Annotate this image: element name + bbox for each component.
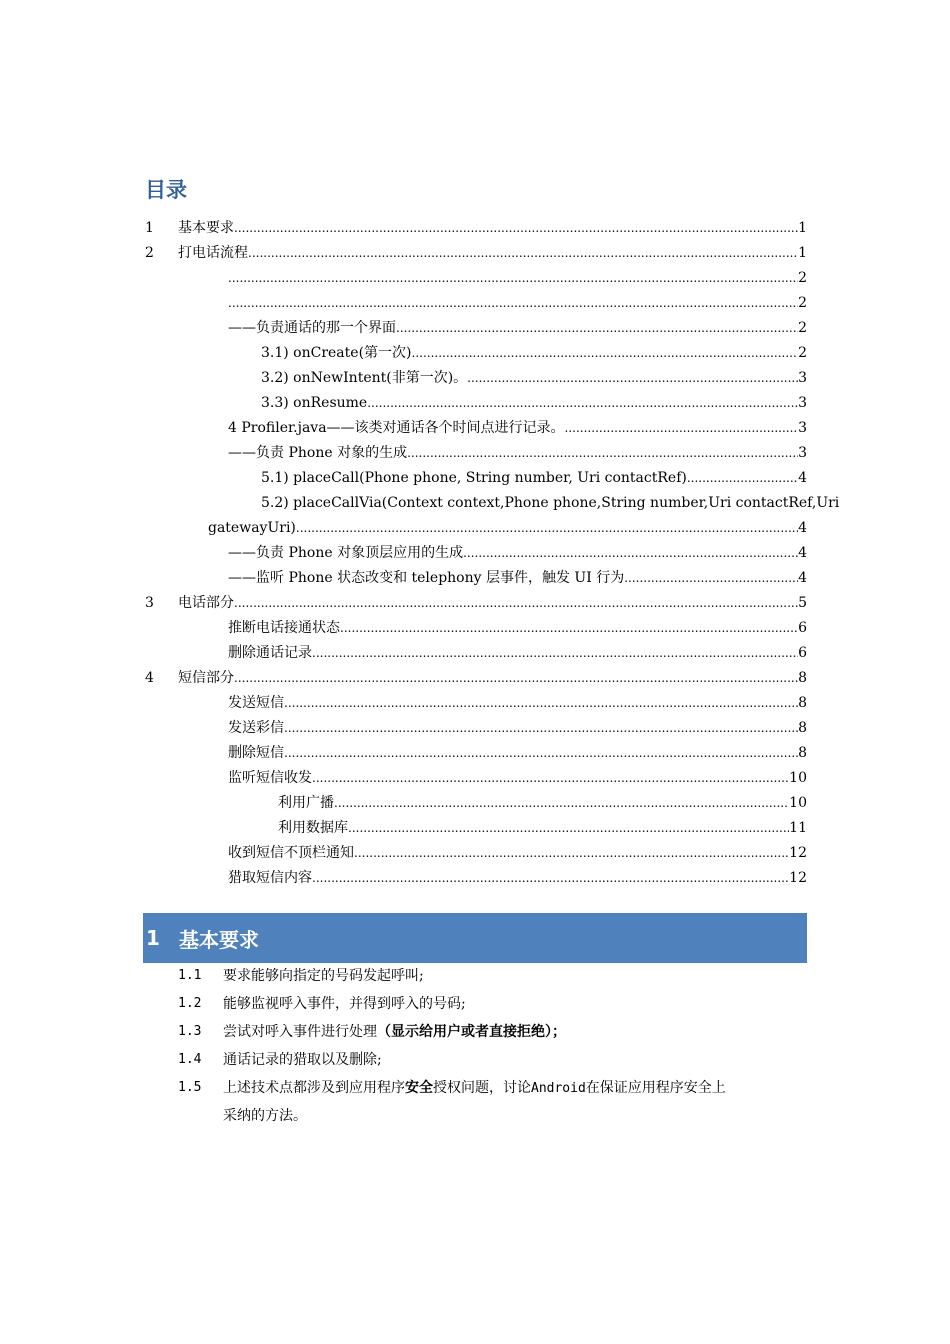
toc-entry-page: 10	[789, 795, 807, 811]
toc-entry-number: 4	[145, 670, 154, 686]
toc-entry-page: 1	[798, 220, 807, 236]
toc-entry-label: 电话部分	[178, 595, 234, 611]
toc-entry-label: 监听短信收发	[228, 770, 312, 786]
toc-entry-label: 3.1) onCreate(第一次)	[261, 345, 412, 361]
section-title: 基本要求	[179, 927, 259, 952]
toc-entry[interactable]	[228, 316, 807, 341]
toc-entry-page: 6	[798, 620, 807, 636]
toc-entry[interactable]	[278, 816, 807, 841]
toc-entry-page: 2	[798, 320, 807, 336]
toc-entry[interactable]	[228, 641, 807, 666]
toc-entry-label: 利用广播	[278, 795, 334, 811]
toc-entry[interactable]	[261, 366, 807, 391]
toc-entry-label: 发送彩信	[228, 720, 284, 736]
toc-entry-number: 2	[145, 245, 154, 261]
requirement-number: 1.1	[178, 968, 202, 983]
toc-entry-page: 10	[789, 770, 807, 786]
toc-entry-number: 3	[145, 595, 154, 611]
requirement-text: 能够监视呼入事件，并得到呼入的号码;	[223, 996, 466, 1012]
requirement-number: 1.2	[178, 996, 202, 1011]
toc-entry-wrapped[interactable]	[261, 491, 840, 516]
toc-entry-label: 基本要求	[178, 220, 234, 236]
requirement-text: 要求能够向指定的号码发起呼叫;	[223, 968, 424, 984]
toc-entry-label: 推断电话接通状态	[228, 620, 340, 636]
toc-entry-label: ——负责通话的那一个界面	[228, 320, 396, 336]
requirement-text: 通话记录的猎取以及删除;	[223, 1052, 382, 1068]
toc-entry-page: 6	[798, 645, 807, 661]
toc-entry-page: 4	[798, 470, 807, 486]
toc-entry[interactable]	[228, 616, 807, 641]
toc-entry-number: 1	[145, 220, 154, 236]
toc-entry[interactable]	[208, 516, 807, 541]
toc-entry[interactable]	[278, 791, 807, 816]
bold-text: 安全	[405, 1080, 433, 1096]
toc-entry-page: 3	[798, 420, 807, 436]
toc-entry-page: 4	[798, 570, 807, 586]
toc-entry[interactable]	[228, 566, 807, 591]
toc-entry-label: 打电话流程	[178, 245, 248, 261]
toc-entry-page: 11	[789, 820, 807, 836]
toc-entry-label: 删除短信	[228, 745, 284, 761]
toc-entry[interactable]	[228, 841, 807, 866]
bold-text: （显示给用户或者直接拒绝）；	[377, 1024, 566, 1040]
toc-entry-page: 5	[798, 595, 807, 611]
toc-entry-label: 3.2) onNewIntent(非第一次)。	[261, 370, 468, 386]
toc-entry[interactable]	[261, 466, 807, 491]
toc-entry[interactable]	[228, 541, 807, 566]
toc-entry[interactable]	[228, 266, 807, 291]
toc-entry[interactable]	[145, 591, 807, 616]
requirement-number: 1.5	[178, 1080, 202, 1095]
toc-entry-label: 3.3) onResume	[261, 395, 368, 411]
toc-entry-label: 利用数据库	[278, 820, 348, 836]
requirement-text: 上述技术点都涉及到应用程序安全授权问题，讨论Android在保证应用程序安全上	[223, 1080, 726, 1096]
section-number: 1	[146, 926, 160, 950]
section-heading	[143, 913, 807, 963]
toc-entry[interactable]	[145, 666, 807, 691]
toc-entry[interactable]	[228, 291, 807, 316]
toc-entry-page: 2	[798, 345, 807, 361]
toc-entry-page: 4	[798, 520, 807, 536]
toc-entry-label: gatewayUri)	[208, 520, 296, 536]
toc-entry-page: 3	[798, 370, 807, 386]
toc-entry-page: 8	[798, 695, 807, 711]
toc-entry-label: ——负责 Phone 对象顶层应用的生成	[228, 545, 464, 561]
toc-entry-label: 4 Profiler.java——该类对通话各个时间点进行记录。	[228, 420, 565, 436]
toc-entry[interactable]	[145, 241, 807, 266]
toc-entry-label: 发送短信	[228, 695, 284, 711]
toc-entry-page: 3	[798, 395, 807, 411]
requirement-number: 1.3	[178, 1024, 202, 1039]
toc-entry[interactable]	[228, 691, 807, 716]
toc-entry[interactable]	[228, 741, 807, 766]
toc-entry[interactable]	[228, 716, 807, 741]
toc-entry-label: 收到短信不顶栏通知	[228, 845, 354, 861]
requirement-number: 1.4	[178, 1052, 202, 1067]
toc-entry[interactable]	[261, 341, 807, 366]
toc-entry[interactable]	[228, 866, 807, 891]
toc-entry-label: ——负责 Phone 对象的生成	[228, 445, 408, 461]
toc-entry-page: 4	[798, 545, 807, 561]
toc-entry-label: 5.1) placeCall(Phone phone, String number, Uri contactRef)	[261, 470, 687, 486]
toc-entry-label: 删除通话记录	[228, 645, 312, 661]
toc-entry[interactable]	[261, 391, 807, 416]
toc-entry[interactable]	[228, 416, 807, 441]
requirement-text: 采纳的方法。	[223, 1108, 307, 1124]
toc-entry-label: ——监听 Phone 状态改变和 telephony 层事件，触发 UI 行为	[228, 570, 625, 586]
toc-entry[interactable]	[228, 441, 807, 466]
toc-entry-page: 8	[798, 720, 807, 736]
toc-entry-page: 12	[789, 870, 807, 886]
toc-entry-page: 3	[798, 445, 807, 461]
toc-title: 目录	[145, 178, 187, 202]
toc-entry-label: 猎取短信内容	[228, 870, 312, 886]
toc-entry-page: 8	[798, 745, 807, 761]
toc-entry[interactable]	[228, 766, 807, 791]
toc-entry-page: 2	[798, 270, 807, 286]
toc-entry-label: 5.2) placeCallVia(Context context,Phone phone,String number,Uri contactRef,Uri	[261, 495, 840, 511]
toc-entry-label: 短信部分	[178, 670, 234, 686]
toc-entry-page: 12	[789, 845, 807, 861]
requirement-text: 尝试对呼入事件进行处理（显示给用户或者直接拒绝）；	[223, 1024, 566, 1040]
toc-entry-page: 8	[798, 670, 807, 686]
toc-entry[interactable]	[145, 216, 807, 241]
toc-entry-page: 2	[798, 295, 807, 311]
toc-entry-page: 1	[798, 245, 807, 261]
